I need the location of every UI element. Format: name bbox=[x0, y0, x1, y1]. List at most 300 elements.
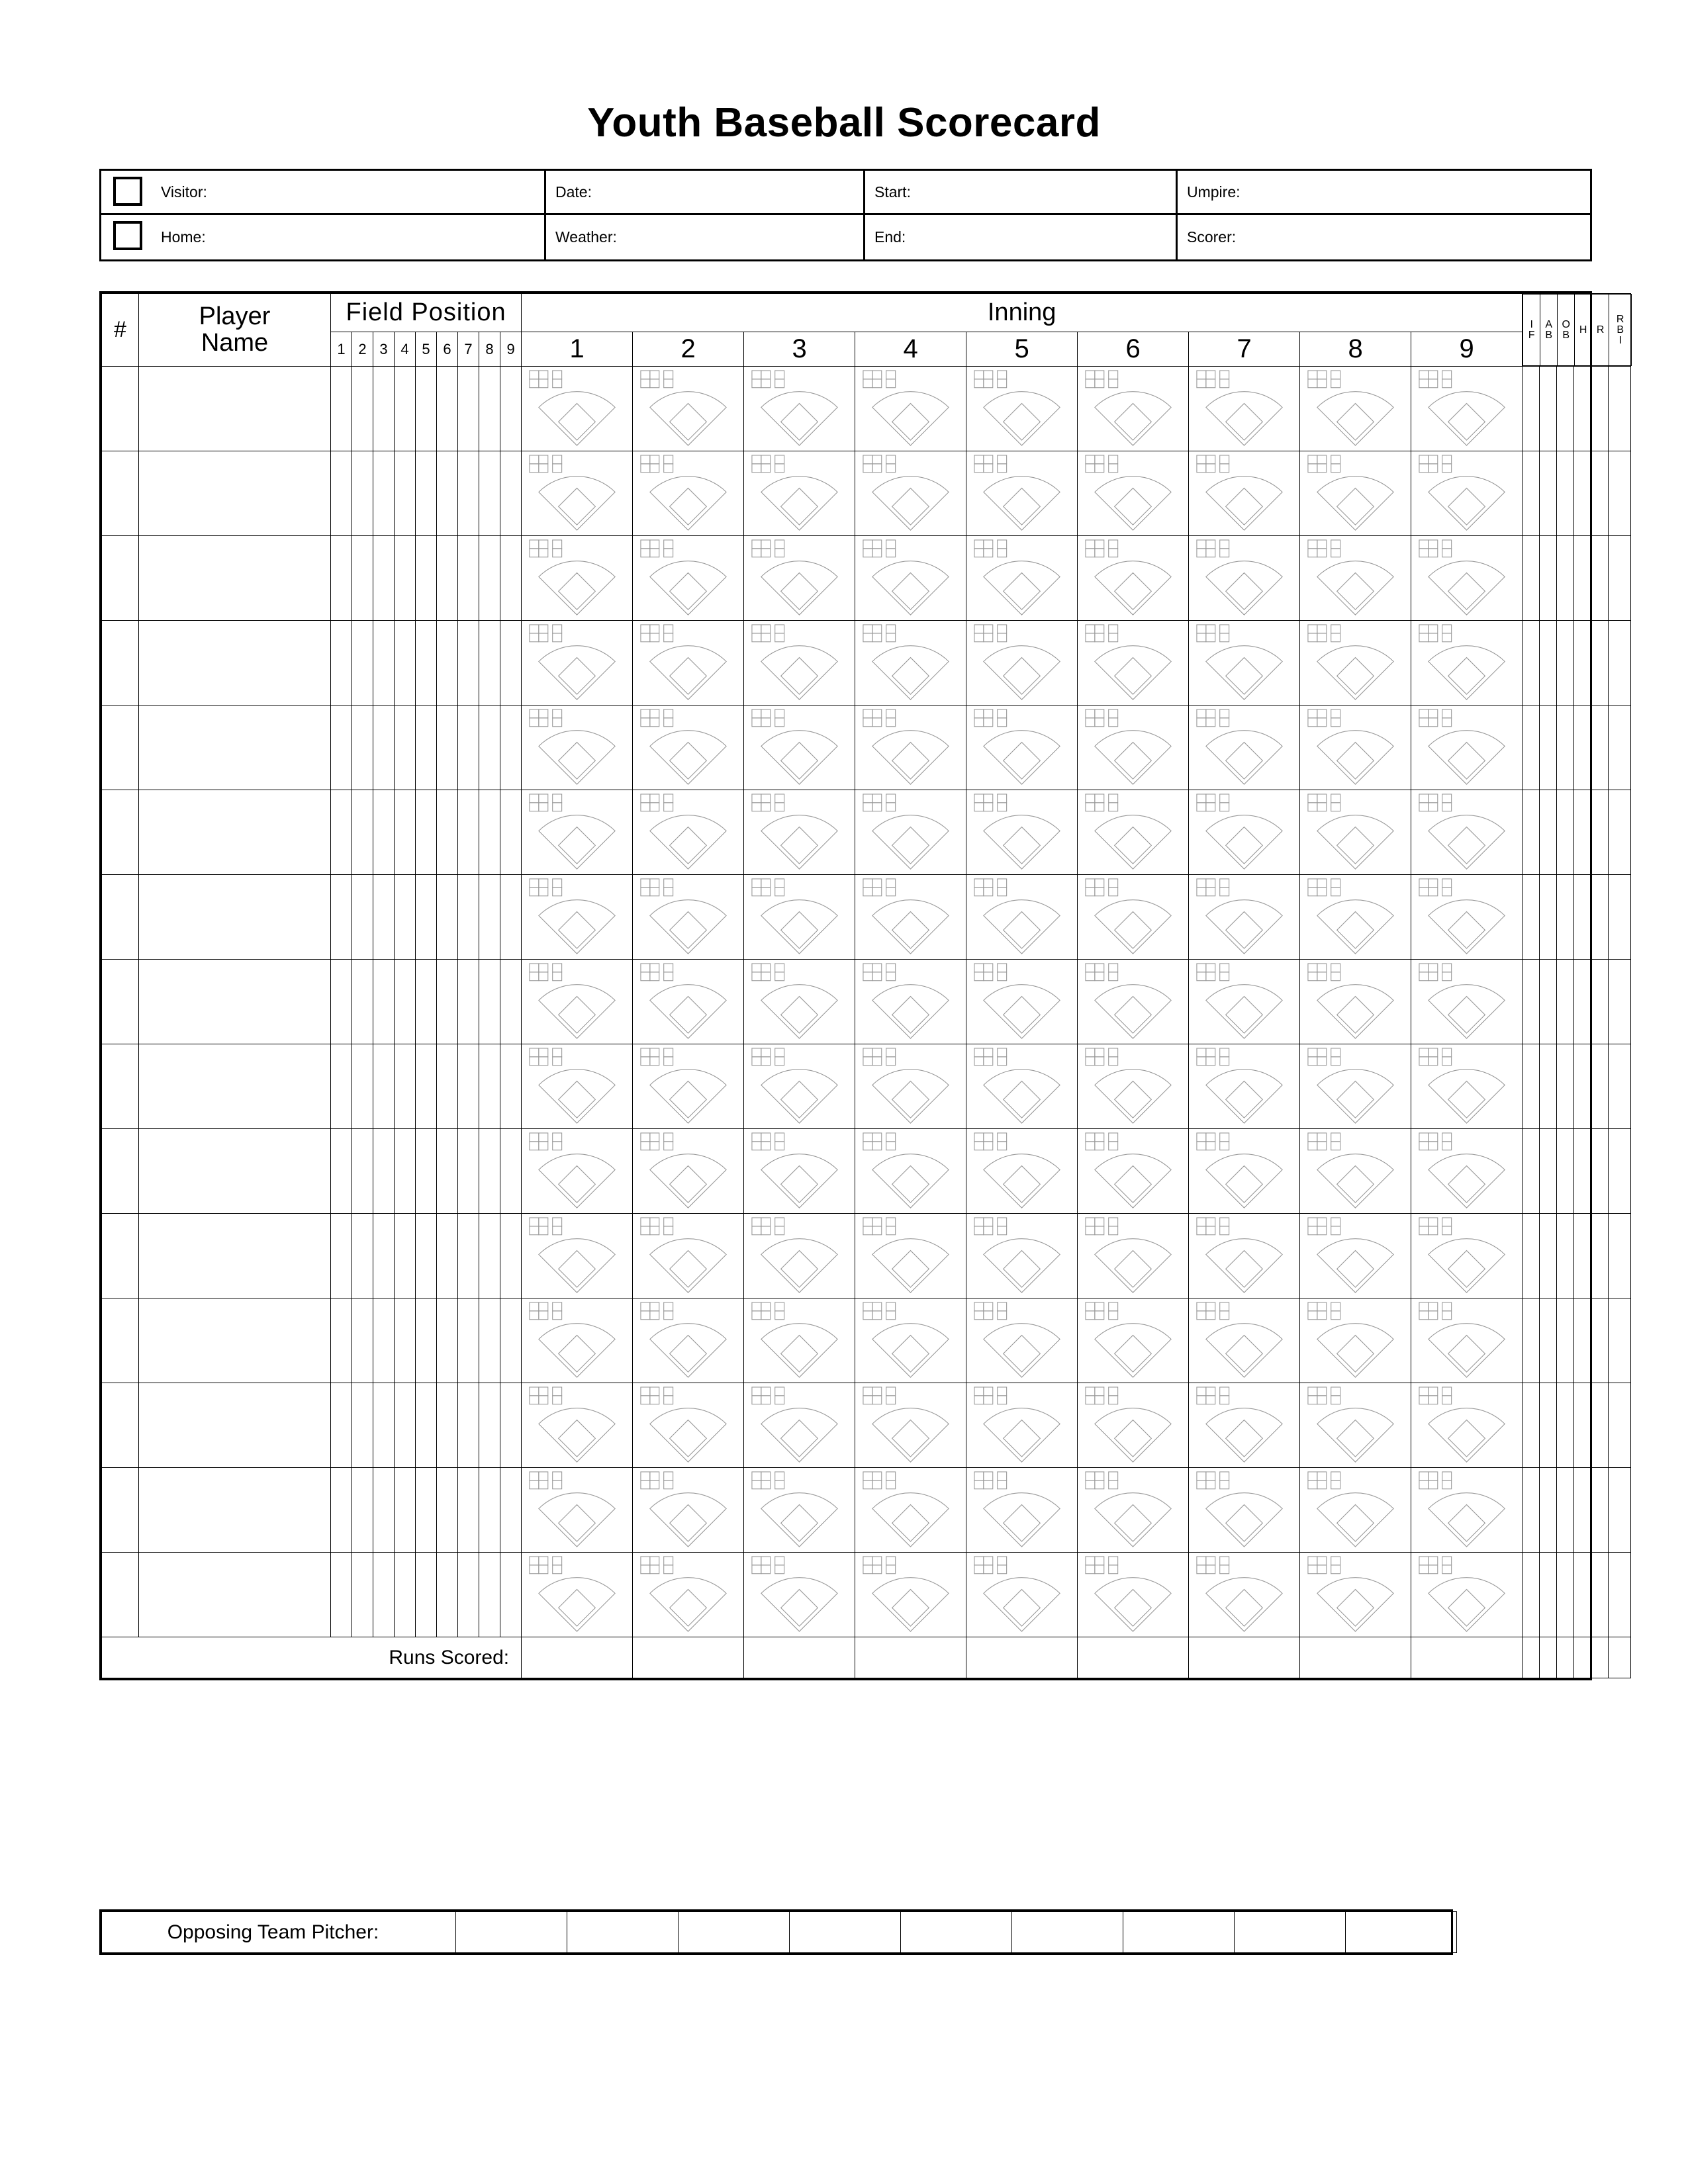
player-name-cell[interactable] bbox=[139, 367, 331, 451]
position-cell-8[interactable] bbox=[479, 875, 500, 960]
player-name-cell[interactable] bbox=[139, 960, 331, 1044]
stat-cell-if[interactable] bbox=[1523, 1214, 1540, 1298]
stat-cell-ob[interactable] bbox=[1557, 1553, 1574, 1637]
player-number-cell[interactable] bbox=[102, 960, 139, 1044]
position-cell-5[interactable] bbox=[416, 960, 437, 1044]
inning-cell-3[interactable] bbox=[744, 1129, 855, 1214]
umpire-cell[interactable] bbox=[1178, 171, 1590, 213]
position-cell-5[interactable] bbox=[416, 621, 437, 705]
position-cell-8[interactable] bbox=[479, 451, 500, 536]
position-cell-7[interactable] bbox=[458, 1298, 479, 1383]
position-cell-6[interactable] bbox=[437, 960, 458, 1044]
player-number-cell[interactable] bbox=[102, 451, 139, 536]
stat-cell-ab[interactable] bbox=[1540, 1214, 1557, 1298]
inning-cell-9[interactable] bbox=[1411, 1214, 1523, 1298]
inning-cell-7[interactable] bbox=[1189, 1298, 1300, 1383]
player-name-cell[interactable] bbox=[139, 451, 331, 536]
inning-cell-2[interactable] bbox=[633, 1383, 744, 1468]
inning-cell-6[interactable] bbox=[1078, 1383, 1189, 1468]
position-cell-4[interactable] bbox=[395, 705, 416, 790]
inning-cell-2[interactable] bbox=[633, 875, 744, 960]
player-number-cell[interactable] bbox=[102, 1129, 139, 1214]
stat-cell-ab[interactable] bbox=[1540, 790, 1557, 875]
stat-cell-rbi[interactable] bbox=[1609, 1383, 1631, 1468]
position-cell-4[interactable] bbox=[395, 1044, 416, 1129]
stat-cell-r[interactable] bbox=[1591, 1468, 1609, 1553]
position-cell-9[interactable] bbox=[500, 1468, 522, 1553]
stat-cell-rbi[interactable] bbox=[1609, 1214, 1631, 1298]
position-cell-1[interactable] bbox=[331, 1298, 352, 1383]
position-cell-5[interactable] bbox=[416, 451, 437, 536]
position-cell-5[interactable] bbox=[416, 790, 437, 875]
inning-cell-9[interactable] bbox=[1411, 1129, 1523, 1214]
stat-cell-r[interactable] bbox=[1591, 960, 1609, 1044]
position-cell-6[interactable] bbox=[437, 875, 458, 960]
player-number-cell[interactable] bbox=[102, 790, 139, 875]
position-cell-6[interactable] bbox=[437, 1553, 458, 1637]
stat-cell-r[interactable] bbox=[1591, 1044, 1609, 1129]
inning-cell-1[interactable] bbox=[522, 536, 633, 621]
position-cell-3[interactable] bbox=[373, 790, 395, 875]
runs-scored-cell-9[interactable] bbox=[1411, 1637, 1523, 1678]
position-cell-1[interactable] bbox=[331, 536, 352, 621]
inning-cell-1[interactable] bbox=[522, 1129, 633, 1214]
inning-cell-5[interactable] bbox=[966, 960, 1078, 1044]
position-cell-6[interactable] bbox=[437, 536, 458, 621]
player-number-cell[interactable] bbox=[102, 1468, 139, 1553]
inning-cell-6[interactable] bbox=[1078, 1298, 1189, 1383]
position-cell-7[interactable] bbox=[458, 875, 479, 960]
opposing-pitcher-cell-7[interactable] bbox=[1123, 1912, 1235, 1953]
stat-cell-rbi[interactable] bbox=[1609, 367, 1631, 451]
stat-cell-ab[interactable] bbox=[1540, 875, 1557, 960]
inning-cell-2[interactable] bbox=[633, 451, 744, 536]
runs-stat-cell-ab[interactable] bbox=[1540, 1637, 1557, 1678]
inning-cell-7[interactable] bbox=[1189, 1214, 1300, 1298]
opposing-pitcher-cell-9[interactable] bbox=[1346, 1912, 1457, 1953]
player-name-cell[interactable] bbox=[139, 875, 331, 960]
opposing-pitcher-cell-2[interactable] bbox=[567, 1912, 679, 1953]
inning-cell-3[interactable] bbox=[744, 960, 855, 1044]
position-cell-9[interactable] bbox=[500, 875, 522, 960]
inning-cell-8[interactable] bbox=[1300, 1383, 1411, 1468]
runs-scored-cell-7[interactable] bbox=[1189, 1637, 1300, 1678]
position-cell-3[interactable] bbox=[373, 1298, 395, 1383]
inning-cell-6[interactable] bbox=[1078, 875, 1189, 960]
inning-cell-1[interactable] bbox=[522, 1468, 633, 1553]
position-cell-1[interactable] bbox=[331, 621, 352, 705]
stat-cell-r[interactable] bbox=[1591, 621, 1609, 705]
position-cell-7[interactable] bbox=[458, 1129, 479, 1214]
inning-cell-3[interactable] bbox=[744, 705, 855, 790]
position-cell-7[interactable] bbox=[458, 1044, 479, 1129]
position-cell-1[interactable] bbox=[331, 1214, 352, 1298]
stat-cell-ab[interactable] bbox=[1540, 367, 1557, 451]
stat-cell-ob[interactable] bbox=[1557, 960, 1574, 1044]
inning-cell-7[interactable] bbox=[1189, 451, 1300, 536]
position-cell-3[interactable] bbox=[373, 1129, 395, 1214]
inning-cell-1[interactable] bbox=[522, 875, 633, 960]
player-name-cell[interactable] bbox=[139, 1468, 331, 1553]
inning-cell-4[interactable] bbox=[855, 790, 966, 875]
inning-cell-7[interactable] bbox=[1189, 1553, 1300, 1637]
position-cell-2[interactable] bbox=[352, 1468, 373, 1553]
stat-cell-h[interactable] bbox=[1574, 621, 1591, 705]
stat-cell-ob[interactable] bbox=[1557, 1044, 1574, 1129]
position-cell-2[interactable] bbox=[352, 705, 373, 790]
stat-cell-ab[interactable] bbox=[1540, 960, 1557, 1044]
position-cell-4[interactable] bbox=[395, 451, 416, 536]
inning-cell-8[interactable] bbox=[1300, 621, 1411, 705]
position-cell-3[interactable] bbox=[373, 960, 395, 1044]
stat-cell-if[interactable] bbox=[1523, 1468, 1540, 1553]
position-cell-4[interactable] bbox=[395, 1383, 416, 1468]
position-cell-9[interactable] bbox=[500, 536, 522, 621]
position-cell-6[interactable] bbox=[437, 367, 458, 451]
inning-cell-5[interactable] bbox=[966, 1129, 1078, 1214]
position-cell-1[interactable] bbox=[331, 1468, 352, 1553]
stat-cell-if[interactable] bbox=[1523, 1553, 1540, 1637]
position-cell-3[interactable] bbox=[373, 1214, 395, 1298]
position-cell-4[interactable] bbox=[395, 1468, 416, 1553]
stat-cell-ob[interactable] bbox=[1557, 1298, 1574, 1383]
opposing-pitcher-cell-1[interactable] bbox=[456, 1912, 567, 1953]
inning-cell-3[interactable] bbox=[744, 1383, 855, 1468]
stat-cell-r[interactable] bbox=[1591, 451, 1609, 536]
inning-cell-2[interactable] bbox=[633, 1129, 744, 1214]
position-cell-3[interactable] bbox=[373, 621, 395, 705]
position-cell-2[interactable] bbox=[352, 875, 373, 960]
stat-cell-h[interactable] bbox=[1574, 705, 1591, 790]
position-cell-1[interactable] bbox=[331, 1553, 352, 1637]
inning-cell-9[interactable] bbox=[1411, 1468, 1523, 1553]
inning-cell-5[interactable] bbox=[966, 1553, 1078, 1637]
inning-cell-4[interactable] bbox=[855, 875, 966, 960]
inning-cell-8[interactable] bbox=[1300, 451, 1411, 536]
inning-cell-9[interactable] bbox=[1411, 536, 1523, 621]
inning-cell-4[interactable] bbox=[855, 705, 966, 790]
stat-cell-rbi[interactable] bbox=[1609, 875, 1631, 960]
inning-cell-6[interactable] bbox=[1078, 790, 1189, 875]
position-cell-3[interactable] bbox=[373, 367, 395, 451]
inning-cell-8[interactable] bbox=[1300, 1553, 1411, 1637]
position-cell-7[interactable] bbox=[458, 960, 479, 1044]
position-cell-2[interactable] bbox=[352, 1129, 373, 1214]
position-cell-4[interactable] bbox=[395, 790, 416, 875]
position-cell-3[interactable] bbox=[373, 1468, 395, 1553]
player-name-cell[interactable] bbox=[139, 1214, 331, 1298]
inning-cell-2[interactable] bbox=[633, 1468, 744, 1553]
inning-cell-1[interactable] bbox=[522, 960, 633, 1044]
stat-cell-ob[interactable] bbox=[1557, 705, 1574, 790]
stat-cell-ab[interactable] bbox=[1540, 621, 1557, 705]
player-number-cell[interactable] bbox=[102, 1214, 139, 1298]
stat-cell-h[interactable] bbox=[1574, 1044, 1591, 1129]
inning-cell-1[interactable] bbox=[522, 1298, 633, 1383]
stat-cell-h[interactable] bbox=[1574, 1298, 1591, 1383]
stat-cell-rbi[interactable] bbox=[1609, 1129, 1631, 1214]
position-cell-1[interactable] bbox=[331, 705, 352, 790]
inning-cell-9[interactable] bbox=[1411, 705, 1523, 790]
stat-cell-ab[interactable] bbox=[1540, 1044, 1557, 1129]
stat-cell-if[interactable] bbox=[1523, 621, 1540, 705]
stat-cell-ob[interactable] bbox=[1557, 621, 1574, 705]
inning-cell-3[interactable] bbox=[744, 1553, 855, 1637]
date-cell[interactable] bbox=[546, 171, 865, 213]
position-cell-3[interactable] bbox=[373, 1553, 395, 1637]
stat-cell-if[interactable] bbox=[1523, 960, 1540, 1044]
scorer-cell[interactable] bbox=[1178, 215, 1590, 259]
position-cell-6[interactable] bbox=[437, 1298, 458, 1383]
position-cell-9[interactable] bbox=[500, 1214, 522, 1298]
inning-cell-5[interactable] bbox=[966, 621, 1078, 705]
position-cell-8[interactable] bbox=[479, 1298, 500, 1383]
stat-cell-if[interactable] bbox=[1523, 1129, 1540, 1214]
inning-cell-6[interactable] bbox=[1078, 367, 1189, 451]
runs-stat-cell-if[interactable] bbox=[1523, 1637, 1540, 1678]
inning-cell-6[interactable] bbox=[1078, 1553, 1189, 1637]
inning-cell-8[interactable] bbox=[1300, 1129, 1411, 1214]
stat-cell-rbi[interactable] bbox=[1609, 451, 1631, 536]
stat-cell-h[interactable] bbox=[1574, 875, 1591, 960]
player-number-cell[interactable] bbox=[102, 1553, 139, 1637]
inning-cell-7[interactable] bbox=[1189, 1044, 1300, 1129]
stat-cell-ab[interactable] bbox=[1540, 1553, 1557, 1637]
runs-scored-cell-8[interactable] bbox=[1300, 1637, 1411, 1678]
stat-cell-h[interactable] bbox=[1574, 790, 1591, 875]
position-cell-1[interactable] bbox=[331, 1383, 352, 1468]
inning-cell-2[interactable] bbox=[633, 1553, 744, 1637]
position-cell-6[interactable] bbox=[437, 1129, 458, 1214]
runs-stat-cell-rbi[interactable] bbox=[1609, 1637, 1631, 1678]
inning-cell-8[interactable] bbox=[1300, 1044, 1411, 1129]
position-cell-9[interactable] bbox=[500, 1553, 522, 1637]
stat-cell-if[interactable] bbox=[1523, 790, 1540, 875]
position-cell-2[interactable] bbox=[352, 1214, 373, 1298]
stat-cell-ab[interactable] bbox=[1540, 451, 1557, 536]
inning-cell-6[interactable] bbox=[1078, 1468, 1189, 1553]
position-cell-4[interactable] bbox=[395, 1214, 416, 1298]
stat-cell-ab[interactable] bbox=[1540, 536, 1557, 621]
position-cell-7[interactable] bbox=[458, 621, 479, 705]
position-cell-4[interactable] bbox=[395, 875, 416, 960]
runs-scored-cell-6[interactable] bbox=[1078, 1637, 1189, 1678]
position-cell-6[interactable] bbox=[437, 1383, 458, 1468]
stat-cell-ab[interactable] bbox=[1540, 1468, 1557, 1553]
position-cell-4[interactable] bbox=[395, 1298, 416, 1383]
inning-cell-9[interactable] bbox=[1411, 875, 1523, 960]
inning-cell-4[interactable] bbox=[855, 1129, 966, 1214]
position-cell-9[interactable] bbox=[500, 451, 522, 536]
position-cell-1[interactable] bbox=[331, 367, 352, 451]
inning-cell-5[interactable] bbox=[966, 790, 1078, 875]
stat-cell-if[interactable] bbox=[1523, 1044, 1540, 1129]
position-cell-6[interactable] bbox=[437, 705, 458, 790]
inning-cell-5[interactable] bbox=[966, 451, 1078, 536]
position-cell-2[interactable] bbox=[352, 1298, 373, 1383]
stat-cell-r[interactable] bbox=[1591, 367, 1609, 451]
position-cell-2[interactable] bbox=[352, 451, 373, 536]
inning-cell-8[interactable] bbox=[1300, 875, 1411, 960]
opposing-pitcher-cell-3[interactable] bbox=[679, 1912, 790, 1953]
inning-cell-6[interactable] bbox=[1078, 705, 1189, 790]
position-cell-4[interactable] bbox=[395, 536, 416, 621]
position-cell-7[interactable] bbox=[458, 705, 479, 790]
stat-cell-ab[interactable] bbox=[1540, 705, 1557, 790]
stat-cell-rbi[interactable] bbox=[1609, 1298, 1631, 1383]
inning-cell-5[interactable] bbox=[966, 1044, 1078, 1129]
inning-cell-4[interactable] bbox=[855, 536, 966, 621]
inning-cell-8[interactable] bbox=[1300, 1298, 1411, 1383]
inning-cell-2[interactable] bbox=[633, 536, 744, 621]
stat-cell-rbi[interactable] bbox=[1609, 705, 1631, 790]
position-cell-5[interactable] bbox=[416, 1553, 437, 1637]
stat-cell-h[interactable] bbox=[1574, 1214, 1591, 1298]
position-cell-4[interactable] bbox=[395, 621, 416, 705]
inning-cell-7[interactable] bbox=[1189, 1383, 1300, 1468]
inning-cell-7[interactable] bbox=[1189, 536, 1300, 621]
position-cell-4[interactable] bbox=[395, 1129, 416, 1214]
position-cell-9[interactable] bbox=[500, 1298, 522, 1383]
position-cell-7[interactable] bbox=[458, 536, 479, 621]
inning-cell-3[interactable] bbox=[744, 536, 855, 621]
position-cell-8[interactable] bbox=[479, 1044, 500, 1129]
inning-cell-9[interactable] bbox=[1411, 960, 1523, 1044]
stat-cell-r[interactable] bbox=[1591, 1553, 1609, 1637]
inning-cell-7[interactable] bbox=[1189, 960, 1300, 1044]
position-cell-2[interactable] bbox=[352, 1044, 373, 1129]
runs-scored-cell-2[interactable] bbox=[633, 1637, 744, 1678]
stat-cell-ob[interactable] bbox=[1557, 1468, 1574, 1553]
runs-scored-cell-3[interactable] bbox=[744, 1637, 855, 1678]
inning-cell-2[interactable] bbox=[633, 1214, 744, 1298]
inning-cell-9[interactable] bbox=[1411, 367, 1523, 451]
inning-cell-4[interactable] bbox=[855, 451, 966, 536]
inning-cell-1[interactable] bbox=[522, 1044, 633, 1129]
position-cell-8[interactable] bbox=[479, 1214, 500, 1298]
position-cell-3[interactable] bbox=[373, 1383, 395, 1468]
inning-cell-6[interactable] bbox=[1078, 536, 1189, 621]
position-cell-1[interactable] bbox=[331, 1129, 352, 1214]
position-cell-7[interactable] bbox=[458, 1468, 479, 1553]
inning-cell-9[interactable] bbox=[1411, 1383, 1523, 1468]
position-cell-3[interactable] bbox=[373, 536, 395, 621]
position-cell-4[interactable] bbox=[395, 367, 416, 451]
inning-cell-5[interactable] bbox=[966, 367, 1078, 451]
inning-cell-7[interactable] bbox=[1189, 621, 1300, 705]
stat-cell-r[interactable] bbox=[1591, 1298, 1609, 1383]
inning-cell-3[interactable] bbox=[744, 1044, 855, 1129]
weather-cell[interactable] bbox=[546, 215, 865, 259]
inning-cell-9[interactable] bbox=[1411, 621, 1523, 705]
inning-cell-1[interactable] bbox=[522, 790, 633, 875]
position-cell-6[interactable] bbox=[437, 621, 458, 705]
inning-cell-4[interactable] bbox=[855, 367, 966, 451]
player-name-cell[interactable] bbox=[139, 1129, 331, 1214]
position-cell-1[interactable] bbox=[331, 790, 352, 875]
position-cell-9[interactable] bbox=[500, 705, 522, 790]
stat-cell-ab[interactable] bbox=[1540, 1383, 1557, 1468]
position-cell-7[interactable] bbox=[458, 790, 479, 875]
stat-cell-ob[interactable] bbox=[1557, 1383, 1574, 1468]
position-cell-9[interactable] bbox=[500, 621, 522, 705]
inning-cell-1[interactable] bbox=[522, 367, 633, 451]
position-cell-3[interactable] bbox=[373, 705, 395, 790]
stat-cell-if[interactable] bbox=[1523, 875, 1540, 960]
start-cell[interactable] bbox=[865, 171, 1178, 213]
position-cell-8[interactable] bbox=[479, 621, 500, 705]
position-cell-6[interactable] bbox=[437, 1214, 458, 1298]
inning-cell-6[interactable] bbox=[1078, 1214, 1189, 1298]
position-cell-5[interactable] bbox=[416, 1044, 437, 1129]
position-cell-6[interactable] bbox=[437, 1468, 458, 1553]
inning-cell-8[interactable] bbox=[1300, 705, 1411, 790]
position-cell-4[interactable] bbox=[395, 960, 416, 1044]
stat-cell-h[interactable] bbox=[1574, 536, 1591, 621]
stat-cell-h[interactable] bbox=[1574, 1383, 1591, 1468]
inning-cell-2[interactable] bbox=[633, 367, 744, 451]
position-cell-5[interactable] bbox=[416, 875, 437, 960]
position-cell-1[interactable] bbox=[331, 451, 352, 536]
player-number-cell[interactable] bbox=[102, 1298, 139, 1383]
stat-cell-r[interactable] bbox=[1591, 536, 1609, 621]
inning-cell-9[interactable] bbox=[1411, 1044, 1523, 1129]
position-cell-7[interactable] bbox=[458, 367, 479, 451]
inning-cell-3[interactable] bbox=[744, 1468, 855, 1553]
inning-cell-6[interactable] bbox=[1078, 451, 1189, 536]
player-name-cell[interactable] bbox=[139, 790, 331, 875]
player-number-cell[interactable] bbox=[102, 705, 139, 790]
runs-stat-cell-r[interactable] bbox=[1591, 1637, 1609, 1678]
stat-cell-h[interactable] bbox=[1574, 451, 1591, 536]
inning-cell-7[interactable] bbox=[1189, 705, 1300, 790]
position-cell-5[interactable] bbox=[416, 1468, 437, 1553]
stat-cell-r[interactable] bbox=[1591, 1214, 1609, 1298]
position-cell-8[interactable] bbox=[479, 536, 500, 621]
stat-cell-h[interactable] bbox=[1574, 367, 1591, 451]
inning-cell-4[interactable] bbox=[855, 621, 966, 705]
position-cell-3[interactable] bbox=[373, 875, 395, 960]
inning-cell-3[interactable] bbox=[744, 790, 855, 875]
inning-cell-5[interactable] bbox=[966, 536, 1078, 621]
inning-cell-5[interactable] bbox=[966, 705, 1078, 790]
inning-cell-7[interactable] bbox=[1189, 367, 1300, 451]
player-name-cell[interactable] bbox=[139, 621, 331, 705]
stat-cell-ob[interactable] bbox=[1557, 1214, 1574, 1298]
position-cell-8[interactable] bbox=[479, 960, 500, 1044]
inning-cell-5[interactable] bbox=[966, 1214, 1078, 1298]
player-number-cell[interactable] bbox=[102, 1383, 139, 1468]
runs-scored-cell-1[interactable] bbox=[522, 1637, 633, 1678]
inning-cell-2[interactable] bbox=[633, 1298, 744, 1383]
position-cell-7[interactable] bbox=[458, 1383, 479, 1468]
player-name-cell[interactable] bbox=[139, 536, 331, 621]
position-cell-9[interactable] bbox=[500, 1129, 522, 1214]
inning-cell-4[interactable] bbox=[855, 1553, 966, 1637]
position-cell-9[interactable] bbox=[500, 960, 522, 1044]
inning-cell-3[interactable] bbox=[744, 451, 855, 536]
inning-cell-4[interactable] bbox=[855, 960, 966, 1044]
position-cell-5[interactable] bbox=[416, 367, 437, 451]
inning-cell-1[interactable] bbox=[522, 1214, 633, 1298]
position-cell-7[interactable] bbox=[458, 1553, 479, 1637]
inning-cell-6[interactable] bbox=[1078, 1129, 1189, 1214]
stat-cell-ob[interactable] bbox=[1557, 451, 1574, 536]
stat-cell-rbi[interactable] bbox=[1609, 1553, 1631, 1637]
position-cell-2[interactable] bbox=[352, 960, 373, 1044]
stat-cell-rbi[interactable] bbox=[1609, 536, 1631, 621]
inning-cell-3[interactable] bbox=[744, 1298, 855, 1383]
